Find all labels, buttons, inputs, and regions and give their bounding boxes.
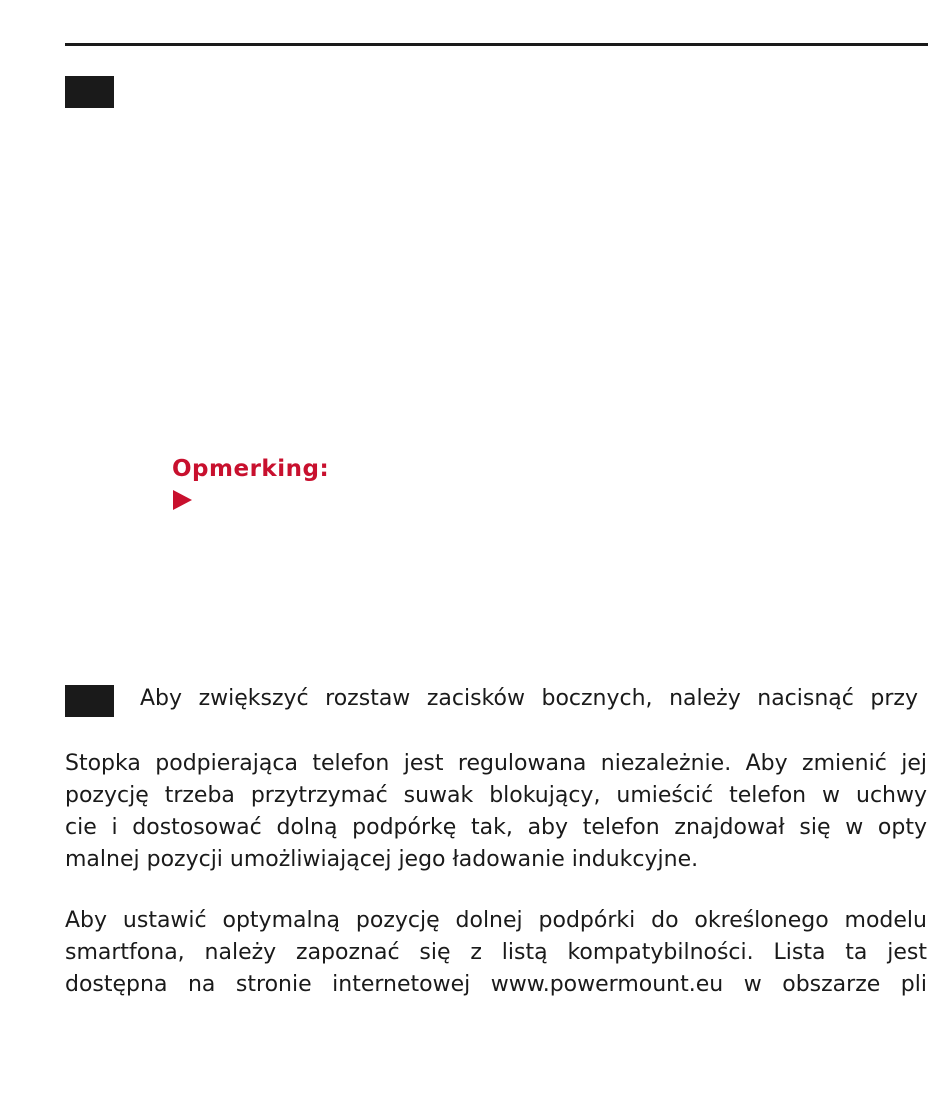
paragraph-line: pozycję trzeba przytrzymać suwak blokujący, umieścić telefon w uchwy xyxy=(65,783,927,808)
top-divider xyxy=(65,43,928,46)
paragraph-line: Stopka podpierająca telefon jest regulowana niezależnie. Aby zmienić jej xyxy=(65,751,927,776)
paragraph-foot-adjustment xyxy=(65,748,927,876)
step-marker-top xyxy=(65,76,114,108)
paragraph-compatibility xyxy=(65,905,927,1001)
triangle-right-icon xyxy=(173,490,192,510)
note-label: Opmerking: xyxy=(172,456,330,482)
paragraph-line: dostępna na stronie internetowej www.powermount.eu w obszarze pli xyxy=(65,972,927,997)
paragraph-line: malnej pozycji umożliwiającej jego ładowanie indukcyjne. xyxy=(65,847,699,872)
paragraph-line: cie i dostosować dolną podpórkę tak, aby telefon znajdował się w opty xyxy=(65,815,927,840)
paragraph-line: Aby ustawić optymalną pozycję dolnej podpórki do określonego modelu xyxy=(65,908,927,933)
step-text: Aby zwiększyć rozstaw zacisków bocznych, należy nacisnąć przy xyxy=(140,686,918,711)
step-marker-bottom xyxy=(65,685,114,717)
paragraph-line: smartfona, należy zapoznać się z listą kompatybilności. Lista ta jest xyxy=(65,940,927,965)
